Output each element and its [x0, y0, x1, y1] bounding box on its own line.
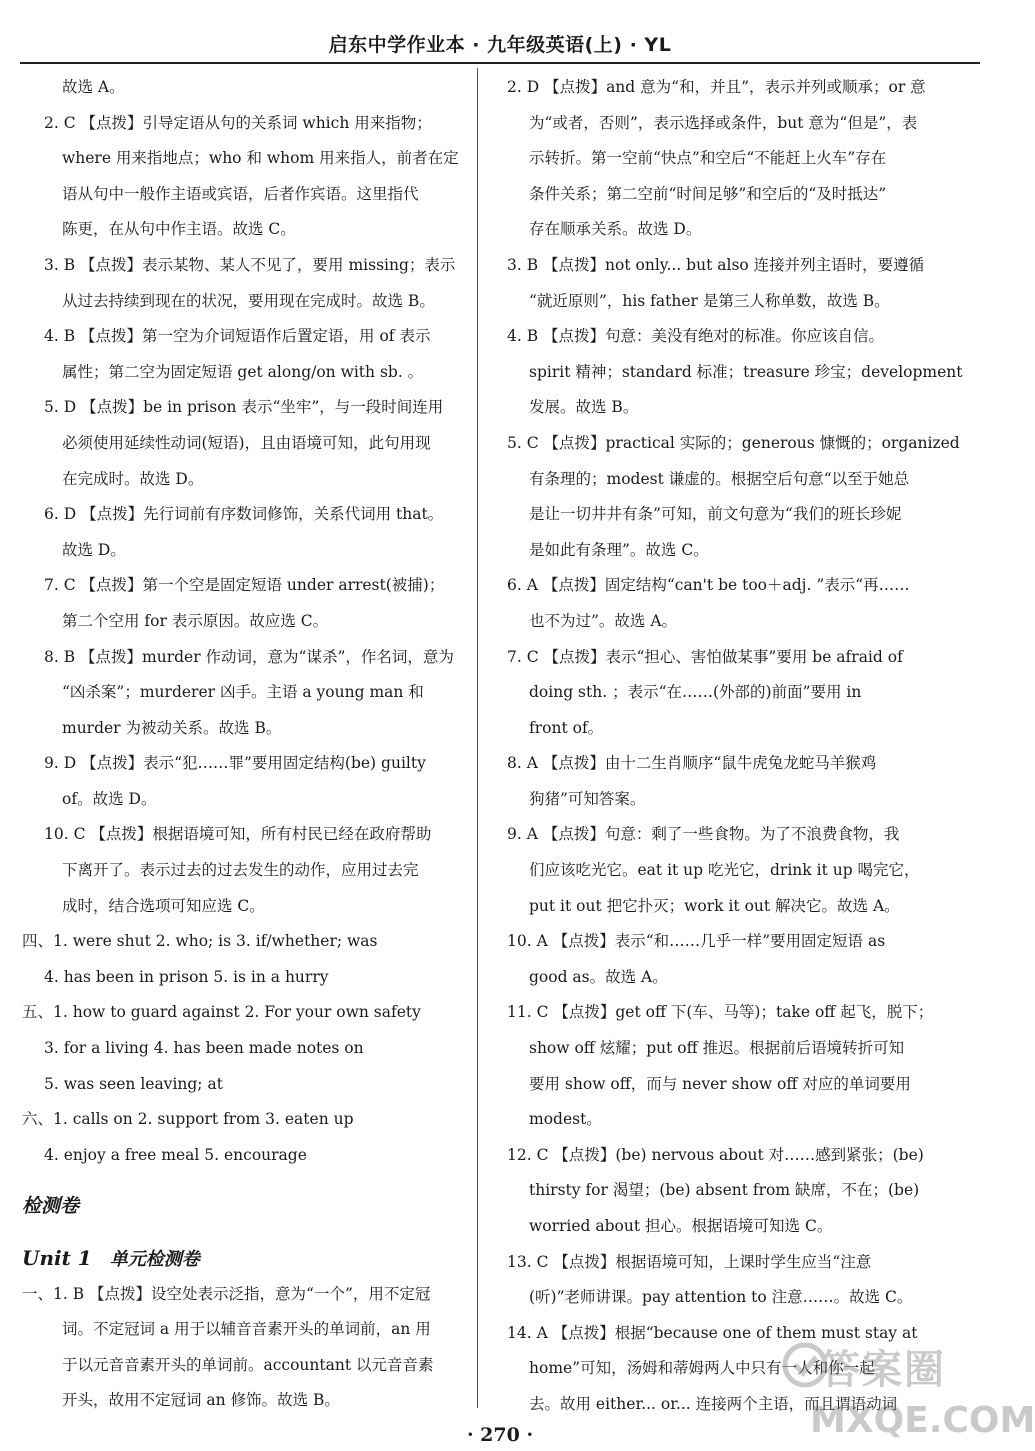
text-line: 六、1. calls on 2. support from 3. eaten up	[22, 1110, 354, 1129]
watermark-text: 答案圈	[820, 1347, 946, 1393]
text-line: 9. D 【点拨】表示“犯……罪”要用固定结构(be) guilty	[44, 754, 426, 773]
text-line: 五、1. how to guard against 2. For your own safety	[22, 1003, 421, 1022]
text-line: “就近原则”，his father 是第三人称单数，故选 B。	[529, 291, 890, 310]
text-line: 11. C 【点拨】get off 下(车、马等)；take off 起飞，脱下；	[507, 1003, 934, 1022]
text-line: 4. enjoy a free meal 5. encourage	[44, 1145, 307, 1164]
text-line: 们应该吃光它。eat it up 吃光它，drink it up 喝完它，	[529, 861, 920, 880]
column-divider	[477, 68, 478, 1408]
text-line: of。故选 D。	[62, 789, 157, 808]
text-line: 4. has been in prison 5. is in a hurry	[44, 967, 329, 986]
text-line: 10. A 【点拨】表示“和……几乎一样”要用固定短语 as	[507, 932, 886, 951]
text-line: 4. B 【点拨】第一空为介词短语作后置定语，用 of 表示	[44, 327, 431, 346]
text-line: 3. B 【点拨】表示某物、某人不见了，要用 missing；表示	[44, 255, 456, 274]
watermark-url: MXQE.COM	[810, 1400, 1035, 1441]
text-line: 5. C 【点拨】practical 实际的；generous 慷慨的；organized	[507, 433, 960, 452]
text-line: home”可知，汤姆和蒂姆两人中只有一人和你一起	[529, 1359, 875, 1378]
text-line: (听)”老师讲课。pay attention to 注意……。故选 C。	[529, 1288, 913, 1307]
text-line: 第二个空用 for 表示原因。故应选 C。	[62, 611, 329, 630]
text-line: 语从句中一般作主语或宾语，后者作宾语。这里指代	[62, 184, 419, 203]
text-line: 成时，结合选项可知应选 C。	[62, 896, 265, 915]
text-line: 2. C 【点拨】引导定语从句的关系词 which 用来指物；	[44, 113, 432, 132]
unit-name: 单元检测卷	[109, 1249, 200, 1270]
text-line: 7. C 【点拨】表示“担心、害怕做某事”要用 be afraid of	[507, 647, 903, 666]
text-line: 12. C 【点拨】(be) nervous about 对……感到紧张；(be)	[507, 1145, 924, 1164]
spacer	[22, 1173, 462, 1189]
text-line: 也不为过”。故选 A。	[529, 611, 678, 630]
text-line: 3. B 【点拨】not only... but also 连接并列主语时，要遵循	[507, 255, 925, 274]
text-line: 一、1. B 【点拨】设空处表示泛指，意为“一个”，用不定冠	[22, 1284, 431, 1303]
text-line: where 用来指地点；who 和 whom 用来指人，前者在定	[62, 149, 459, 168]
text-line: 2. D 【点拨】and 意为“和，并且”，表示并列或顺承；or 意	[507, 78, 926, 96]
text-line: 在完成时。故选 D。	[62, 469, 204, 488]
text-line: front of。	[529, 718, 604, 737]
right-column	[507, 70, 963, 1423]
text-line: 4. B 【点拨】句意：美没有绝对的标准。你应该自信。	[507, 327, 885, 346]
text-line: 要用 show off，而与 never show off 对应的单词要用	[529, 1074, 911, 1093]
text-line: 8. B 【点拨】murder 作动词，意为“谋杀”，作名词，意为	[44, 647, 454, 666]
text-line: murder 为被动关系。故选 B。	[62, 718, 282, 737]
text-line: 故选 A。	[62, 78, 125, 96]
watermark	[770, 1330, 1035, 1451]
text-line: 7. C 【点拨】第一个空是固定短语 under arrest(被捕)；	[44, 576, 445, 595]
text-line: 示转折。第一空前“快点”和空后“不能赶上火车”存在	[529, 149, 887, 168]
text-line: spirit 精神；standard 标准；treasure 珍宝；development	[529, 362, 963, 381]
text-line: 8. A 【点拨】由十二生肖顺序“鼠牛虎兔龙蛇马羊猴鸡	[507, 754, 877, 773]
text-line: 是如此有条理”。故选 C。	[529, 540, 709, 559]
page-header-title: 启东中学作业本 · 九年级英语(上) · YL	[328, 34, 672, 56]
text-line: 为“或者，否则”，表示选择或条件，but 意为“但是”，表	[529, 113, 918, 132]
text-line: 6. A 【点拨】固定结构“can't be too＋adj. ”表示“再……	[507, 576, 910, 595]
text-line: 9. A 【点拨】句意：剩了一些食物。为了不浪费食物，我	[507, 825, 900, 844]
text-line: 6. D 【点拨】先行词前有序数词修饰，关系代词用 that。	[44, 505, 444, 524]
text-line: 下离开了。表示过去的过去发生的动作，应用过去完	[62, 861, 419, 880]
text-line: 从过去持续到现在的状况，要用现在完成时。故选 B。	[62, 291, 435, 310]
text-line: 有条理的；modest 谦虚的。根据空后句意“以至于她总	[529, 469, 910, 488]
text-line: 13. C 【点拨】根据语境可知，上课时学生应当“注意	[507, 1252, 872, 1271]
text-line: 属性；第二空为固定短语 get along/on with sb. 。	[62, 362, 424, 381]
text-line: 故选 D。	[62, 540, 126, 559]
text-line: 狗猪”可知答案。	[529, 789, 646, 808]
section-title: 检测卷	[22, 1195, 80, 1218]
text-line: show off 炫耀；put off 推迟。根据前后语境转折可知	[529, 1039, 905, 1058]
text-line: 开头，故用不定冠词 an 修饰。故选 B。	[62, 1391, 340, 1410]
text-line: “凶杀案”；murderer 凶手。主语 a young man 和	[62, 683, 424, 702]
text-line: 存在顺承关系。故选 D。	[529, 220, 702, 239]
unit-number: Unit 1	[22, 1246, 92, 1270]
page-header	[0, 0, 1000, 68]
text-line: 是让一切井井有条”可知，前文句意为“我们的班长珍妮	[529, 505, 902, 524]
text-line: 去。故用 either... or... 连接两个主语，而且谓语动词	[529, 1394, 898, 1413]
spacer	[22, 1225, 462, 1241]
text-line: put it out 把它扑灭；work it out 解决它。故选 A。	[529, 896, 900, 915]
unit-heading	[22, 1241, 462, 1277]
text-line: 发展。故选 B。	[529, 398, 639, 417]
text-line: worried about 担心。根据语境可知选 C。	[529, 1217, 833, 1235]
left-column	[22, 70, 462, 1419]
text-line: 必须使用延续性动词(短语)，且由语境可知，此句用现	[62, 433, 431, 452]
text-line: 四、1. were shut 2. who; is 3. if/whether; was	[22, 932, 378, 951]
text-line: 词。不定冠词 a 用于以辅音音素开头的单词前，an 用	[62, 1320, 431, 1339]
text-line: 14. A 【点拨】根据“because one of them must stay at	[507, 1323, 918, 1342]
text-line: doing sth. ；表示“在……(外部的)前面”要用 in	[529, 683, 862, 702]
text-line: 陈更，在从句中作主语。故选 C。	[62, 220, 296, 239]
text-line: 10. C 【点拨】根据语境可知，所有村民已经在政府帮助	[44, 825, 432, 844]
text-line: 条件关系；第二空前“时间足够”和空后的“及时抵达”	[529, 184, 887, 203]
text-line: good as。故选 A。	[529, 967, 668, 986]
text-line: 3. for a living 4. has been made notes on	[44, 1039, 364, 1058]
page-number: · 270 ·	[466, 1424, 534, 1446]
text-line: modest。	[529, 1110, 602, 1129]
text-line: 5. was seen leaving; at	[44, 1074, 223, 1093]
text-line: thirsty for 渴望；(be) absent from 缺席，不在；(be)	[529, 1181, 920, 1200]
header-rule	[20, 62, 980, 64]
text-line: 于以元音音素开头的单词前。accountant 以元音音素	[62, 1355, 434, 1374]
text-line: 5. D 【点拨】be in prison 表示“坐牢”，与一段时间连用	[44, 398, 444, 417]
